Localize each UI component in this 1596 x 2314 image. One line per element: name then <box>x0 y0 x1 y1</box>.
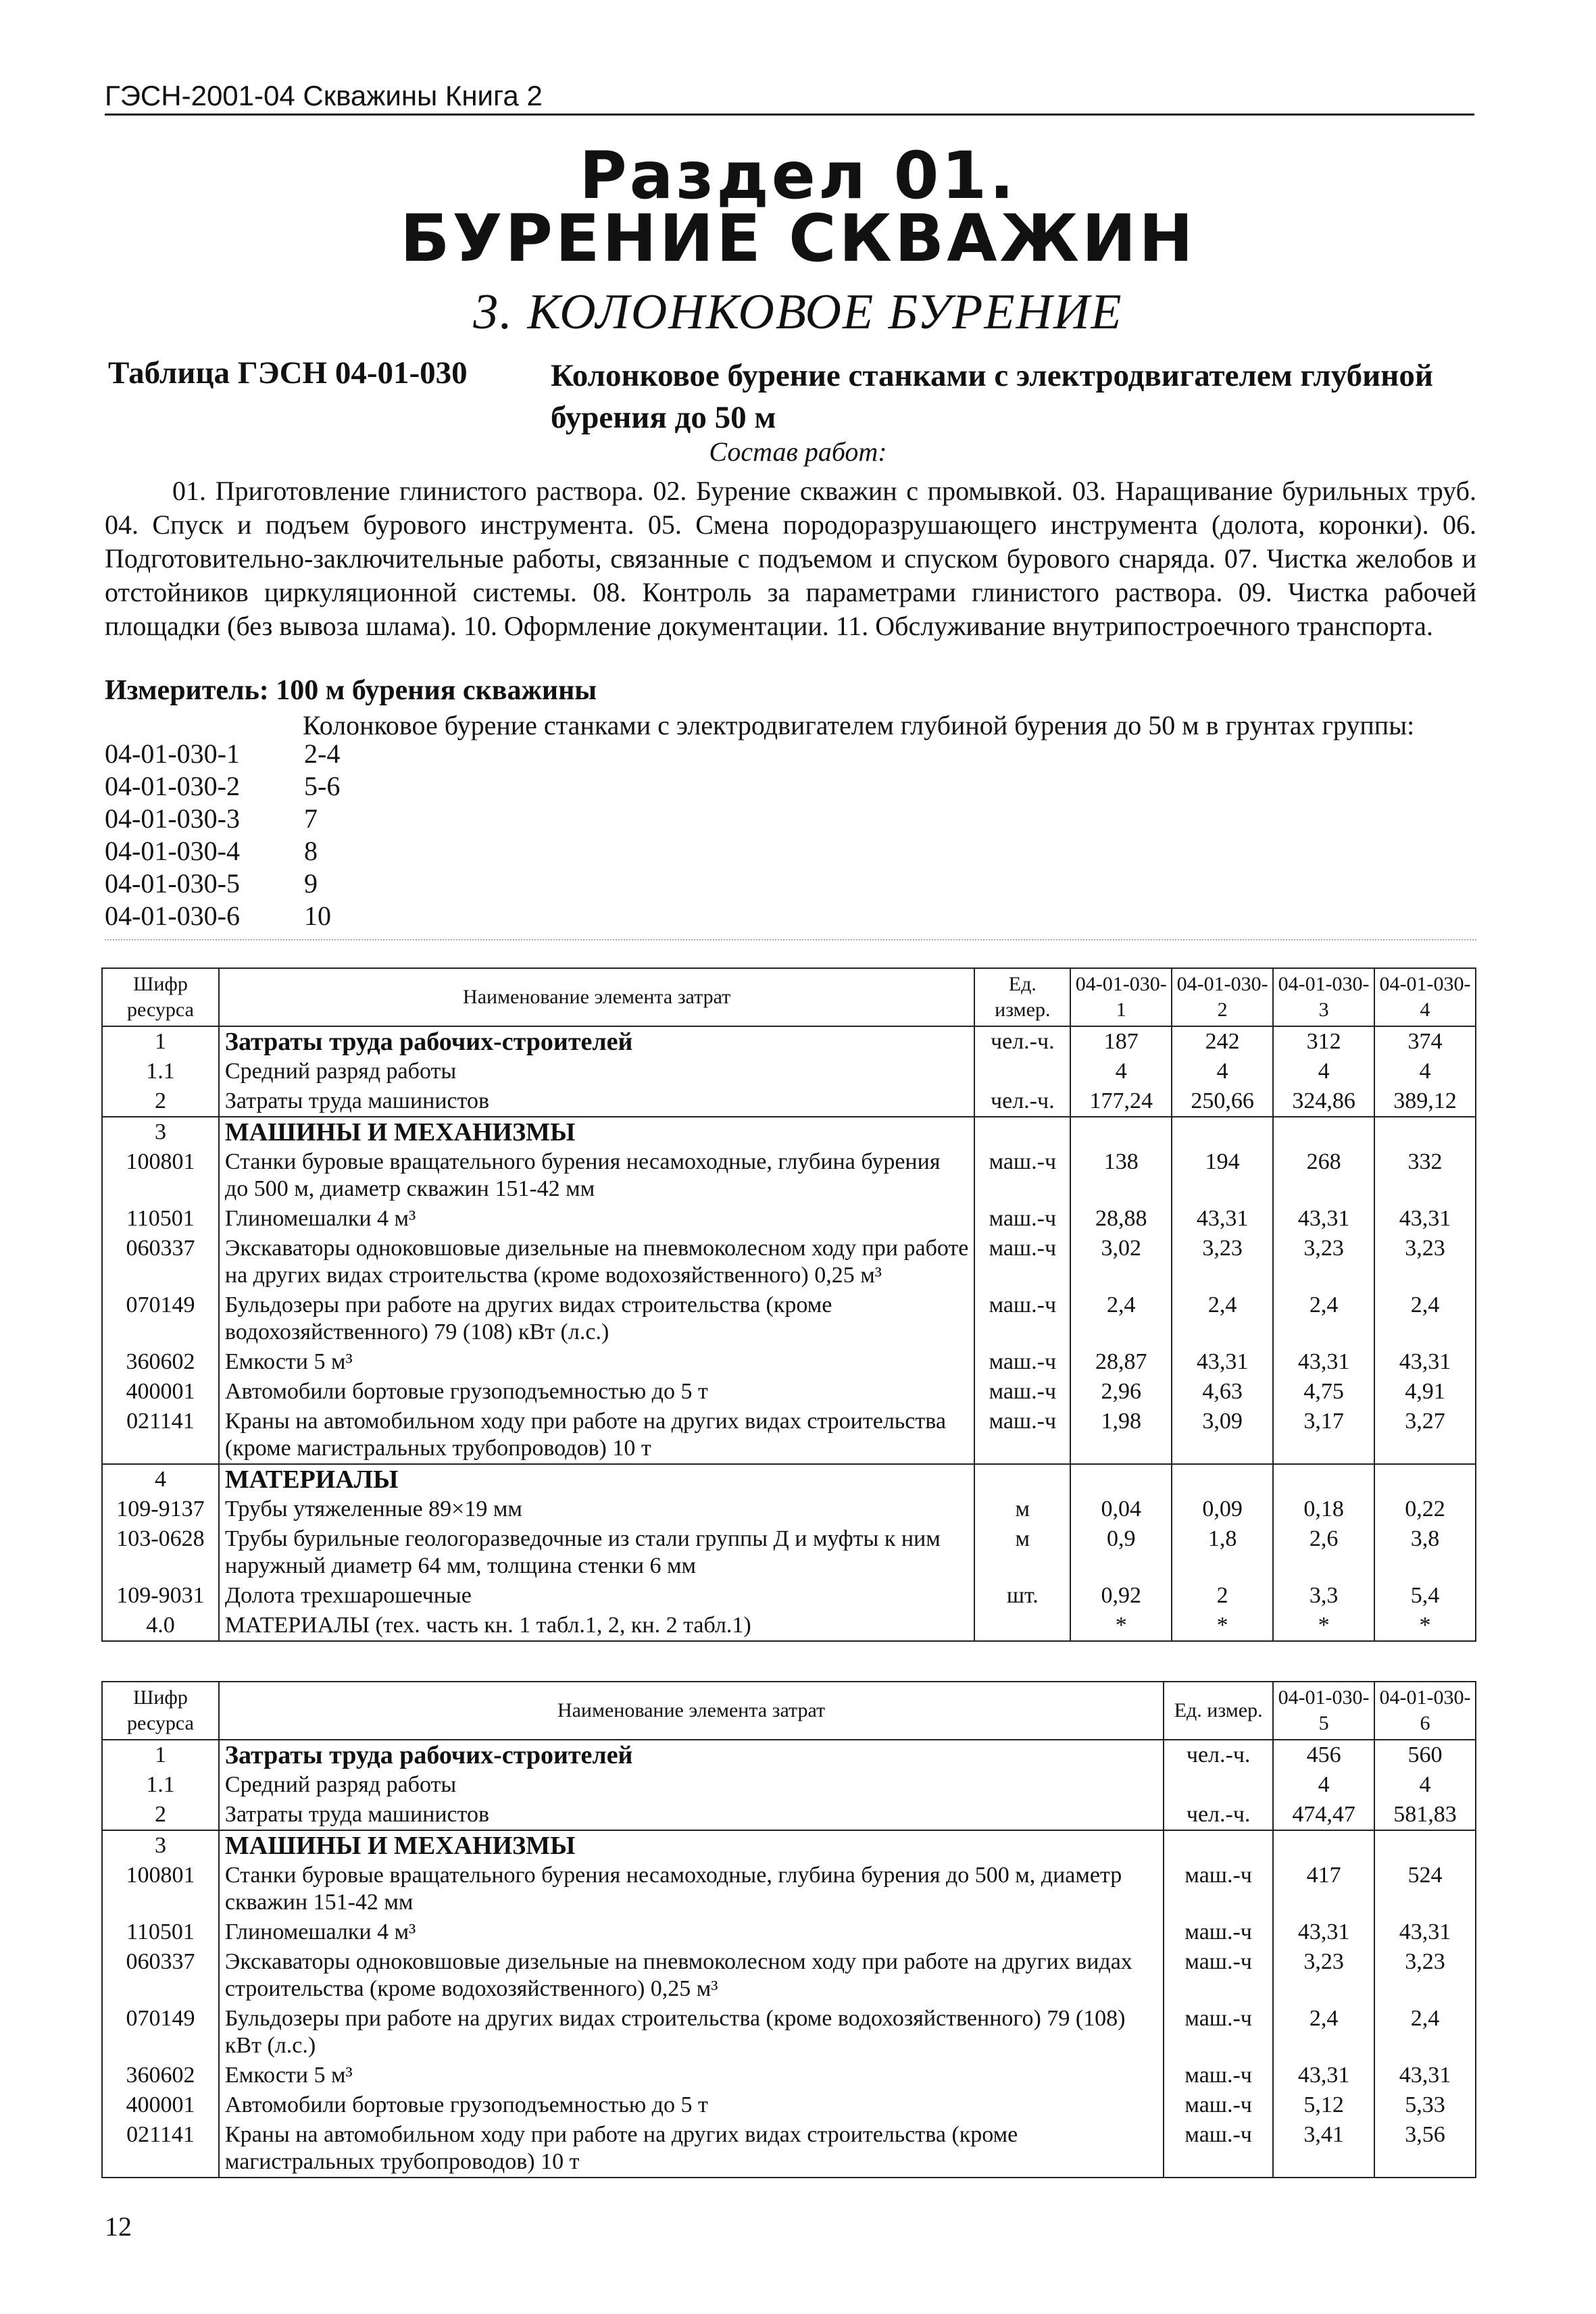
variant-row <box>105 900 340 932</box>
separator-line <box>105 939 1476 940</box>
resource-code: 110501 <box>102 1917 219 1947</box>
resource-unit: маш.-ч <box>1164 2004 1273 2061</box>
resource-value: 1,98 <box>1070 1407 1172 1464</box>
resource-name: Краны на автомобильном ходу при работе на других видах строительства (кроме магистральных трубопроводов) 10 т <box>219 1407 974 1464</box>
table-row <box>102 1830 1476 1861</box>
resource-code: 4.0 <box>102 1611 219 1641</box>
resource-value: 2,4 <box>1273 1290 1374 1347</box>
resource-code: 360602 <box>102 2061 219 2090</box>
variant-group: 9 <box>304 868 318 899</box>
resource-value <box>1374 1117 1476 1147</box>
resource-value: 3,27 <box>1374 1407 1476 1464</box>
resource-value: 4 <box>1172 1057 1273 1086</box>
resource-value: 4 <box>1273 1057 1374 1086</box>
resource-code: 1 <box>102 1740 219 1770</box>
resource-value: 43,31 <box>1273 1204 1374 1234</box>
resource-value: 560 <box>1374 1740 1476 1770</box>
variant-row <box>105 803 340 835</box>
resource-value: 268 <box>1273 1147 1374 1204</box>
composition-text: 01. Приготовление глинистого раствора. 02. Бурение скважин с промывкой. 03. Наращивание бурильных труб. 04. Спуск и подъем бурового инструмента. 05. Смена породоразрушающего инструмента (долота, коронки). 06. Подготовительно-заключительные работы, связанные с подъемом и спуском бурового снаряда. 07. Чистка желобов и отстойников циркуляционной системы. 08. Контроль за параметрами глинистого раствора. 09. Чистка рабочей площадки (без вывоза шлама). 10. Оформление документации. 11. Обслуживание внутрипостроечного транспорта. <box>105 476 1476 641</box>
table-row <box>102 1026 1476 1057</box>
table-row <box>102 1861 1476 1917</box>
resource-value: 3,56 <box>1374 2120 1476 2178</box>
resource-value: 3,8 <box>1374 1524 1476 1581</box>
table-row <box>102 1581 1476 1611</box>
resource-code: 1.1 <box>102 1057 219 1086</box>
resource-unit: шт. <box>974 1581 1070 1611</box>
resource-value: 3,23 <box>1273 1234 1374 1290</box>
header-col-2: 04-01-030-2 <box>1172 968 1273 1026</box>
resource-value: 0,22 <box>1374 1494 1476 1524</box>
variant-row <box>105 770 340 803</box>
resource-unit <box>1164 1830 1273 1861</box>
resource-unit: чел.-ч. <box>1164 1740 1273 1770</box>
table-row <box>102 1800 1476 1830</box>
resource-unit: маш.-ч <box>974 1290 1070 1347</box>
variant-group: 2-4 <box>304 738 341 769</box>
resource-value: 2,4 <box>1374 1290 1476 1347</box>
resource-code: 4 <box>102 1464 219 1494</box>
table-row <box>102 1204 1476 1234</box>
resource-name: Затраты труда машинистов <box>219 1086 974 1117</box>
table-row <box>102 1147 1476 1204</box>
resource-value: 0,09 <box>1172 1494 1273 1524</box>
resource-value <box>1070 1117 1172 1147</box>
resource-name: Средний разряд работы <box>219 1057 974 1086</box>
table-row <box>102 1290 1476 1347</box>
resource-code: 070149 <box>102 2004 219 2061</box>
resource-code: 109-9137 <box>102 1494 219 1524</box>
resource-unit: маш.-ч <box>1164 2090 1273 2120</box>
resource-value: 389,12 <box>1374 1086 1476 1117</box>
section-title-line1: Раздел 01. <box>579 138 1017 213</box>
running-header: ГЭСН-2001-04 Скважины Книга 2 <box>105 80 1474 116</box>
header-col-3: 04-01-030-3 <box>1273 968 1374 1026</box>
resource-value: * <box>1273 1611 1374 1641</box>
resource-value: 0,9 <box>1070 1524 1172 1581</box>
resource-value: 3,41 <box>1273 2120 1374 2178</box>
resource-value: 43,31 <box>1374 1917 1476 1947</box>
resource-name: Станки буровые вращательного бурения несамоходные, глубина бурения до 500 м, диаметр скважин 151-42 мм <box>219 1147 974 1204</box>
resource-code: 100801 <box>102 1861 219 1917</box>
resource-value: 1,8 <box>1172 1524 1273 1581</box>
variant-row <box>105 738 340 770</box>
table-row <box>102 1347 1476 1377</box>
resource-code: 103-0628 <box>102 1524 219 1581</box>
resource-name: Трубы утяжеленные 89×19 мм <box>219 1494 974 1524</box>
table-row <box>102 1917 1476 1947</box>
resource-unit: м <box>974 1524 1070 1581</box>
resource-unit: чел.-ч. <box>974 1026 1070 1057</box>
resource-name: МАШИНЫ И МЕХАНИЗМЫ <box>219 1117 974 1147</box>
resource-name: МАШИНЫ И МЕХАНИЗМЫ <box>219 1830 1164 1861</box>
resource-value: 2,96 <box>1070 1377 1172 1407</box>
resource-name: МАТЕРИАЛЫ (тех. часть кн. 1 табл.1, 2, кн. 2 табл.1) <box>219 1611 974 1641</box>
header-code: Шифр ресурса <box>102 968 219 1026</box>
resource-value: 581,83 <box>1374 1800 1476 1830</box>
resource-code: 100801 <box>102 1147 219 1204</box>
resource-unit: маш.-ч <box>974 1347 1070 1377</box>
resource-name: Трубы бурильные геологоразведочные из стали группы Д и муфты к ним наружный диаметр 64 мм, толщина стенки 6 мм <box>219 1524 974 1581</box>
resource-code: 1 <box>102 1026 219 1057</box>
resource-name: Бульдозеры при работе на других видах строительства (кроме водохозяйственного) 79 (108) кВт (л.с.) <box>219 1290 974 1347</box>
header-col-5: 04-01-030-5 <box>1273 1682 1374 1740</box>
resource-name: Затраты труда рабочих-строителей <box>219 1740 1164 1770</box>
resource-value: 2,4 <box>1374 2004 1476 2061</box>
resource-name: Глиномешалки 4 м³ <box>219 1204 974 1234</box>
resource-value: 5,4 <box>1374 1581 1476 1611</box>
resource-code: 360602 <box>102 1347 219 1377</box>
resource-value: 4 <box>1374 1057 1476 1086</box>
resource-value: 43,31 <box>1374 1347 1476 1377</box>
resource-unit: маш.-ч <box>974 1204 1070 1234</box>
resource-code: 2 <box>102 1800 219 1830</box>
resource-table-1 <box>101 967 1476 1642</box>
resource-value: 5,12 <box>1273 2090 1374 2120</box>
resource-value <box>1070 1464 1172 1494</box>
resource-unit: маш.-ч <box>1164 1861 1273 1917</box>
resource-value <box>1172 1464 1273 1494</box>
resource-value <box>1374 1464 1476 1494</box>
table-row <box>102 2004 1476 2061</box>
table-header-row <box>102 968 1476 1026</box>
table-row <box>102 1770 1476 1800</box>
resource-value <box>1273 1117 1374 1147</box>
resource-value: 3,02 <box>1070 1234 1172 1290</box>
resource-table-2 <box>101 1681 1476 2178</box>
resource-code: 3 <box>102 1830 219 1861</box>
resource-code: 060337 <box>102 1234 219 1290</box>
resource-value: 3,09 <box>1172 1407 1273 1464</box>
table-row <box>102 2061 1476 2090</box>
resource-value: 332 <box>1374 1147 1476 1204</box>
resource-value: 43,31 <box>1374 1204 1476 1234</box>
resource-name: Автомобили бортовые грузоподъемностью до 5 т <box>219 2090 1164 2120</box>
resource-value: 43,31 <box>1273 1917 1374 1947</box>
table-row <box>102 1947 1476 2004</box>
header-col-1: 04-01-030-1 <box>1070 968 1172 1026</box>
resource-unit: чел.-ч. <box>1164 1800 1273 1830</box>
resource-name: Экскаваторы одноковшовые дизельные на пневмоколесном ходу при работе на других видах строительства (кроме водохозяйственного) 0,25 м³ <box>219 1947 1164 2004</box>
resource-unit <box>974 1117 1070 1147</box>
resource-value: 324,86 <box>1273 1086 1374 1117</box>
table-row <box>102 1086 1476 1117</box>
variant-group: 10 <box>304 901 331 931</box>
section-title-line2: БУРЕНИЕ СКВАЖИН <box>400 201 1196 276</box>
subsection-title: 3. КОЛОНКОВОЕ БУРЕНИЕ <box>473 284 1123 340</box>
resource-code: 400001 <box>102 1377 219 1407</box>
resource-value: 374 <box>1374 1026 1476 1057</box>
variant-code: 04-01-030-1 <box>105 738 240 769</box>
resource-value: * <box>1172 1611 1273 1641</box>
resource-value: 3,23 <box>1374 1234 1476 1290</box>
table-row <box>102 1234 1476 1290</box>
resource-name: МАТЕРИАЛЫ <box>219 1464 974 1494</box>
table-row <box>102 1464 1476 1494</box>
resource-value: 4,91 <box>1374 1377 1476 1407</box>
resource-value: 43,31 <box>1172 1347 1273 1377</box>
resource-unit <box>1164 1770 1273 1800</box>
resource-value: 2,4 <box>1070 1290 1172 1347</box>
resource-code: 3 <box>102 1117 219 1147</box>
resource-value: 0,04 <box>1070 1494 1172 1524</box>
resource-unit: маш.-ч <box>974 1377 1070 1407</box>
resource-code: 1.1 <box>102 1770 219 1800</box>
table-body <box>102 1026 1476 1641</box>
resource-value: 4,63 <box>1172 1377 1273 1407</box>
resource-value: * <box>1070 1611 1172 1641</box>
resource-unit: маш.-ч <box>1164 1917 1273 1947</box>
table-caption: Колонковое бурение станками с электродвигателем глубиной бурения до 50 м <box>551 358 1433 435</box>
resource-value: 194 <box>1172 1147 1273 1204</box>
resource-unit: маш.-ч <box>1164 1947 1273 2004</box>
resource-value: 250,66 <box>1172 1086 1273 1117</box>
resource-value: 28,88 <box>1070 1204 1172 1234</box>
resource-unit: маш.-ч <box>1164 2061 1273 2090</box>
variant-code: 04-01-030-2 <box>105 771 240 801</box>
resource-unit: маш.-ч <box>974 1147 1070 1204</box>
resource-name: Средний разряд работы <box>219 1770 1164 1800</box>
resource-value <box>1374 1830 1476 1861</box>
resource-value: 43,31 <box>1374 2061 1476 2090</box>
resource-code: 109-9031 <box>102 1581 219 1611</box>
resource-unit <box>974 1611 1070 1641</box>
resource-value: 3,23 <box>1374 1947 1476 2004</box>
resource-name: Затраты труда рабочих-строителей <box>219 1026 974 1057</box>
table-header-row <box>102 1682 1476 1740</box>
resource-value: 43,31 <box>1273 2061 1374 2090</box>
resource-name: Долота трехшарошечные <box>219 1581 974 1611</box>
resource-code: 2 <box>102 1086 219 1117</box>
resource-code: 021141 <box>102 2120 219 2178</box>
resource-name: Емкости 5 м³ <box>219 1347 974 1377</box>
resource-value: 4 <box>1273 1770 1374 1800</box>
header-col-6: 04-01-030-6 <box>1374 1682 1476 1740</box>
resource-name: Емкости 5 м³ <box>219 2061 1164 2090</box>
resource-value: * <box>1374 1611 1476 1641</box>
variant-row <box>105 867 340 900</box>
variant-group: 8 <box>304 836 318 866</box>
resource-value: 138 <box>1070 1147 1172 1204</box>
table-row <box>102 1524 1476 1581</box>
measure-unit: Измеритель: 100 м бурения скважины <box>105 675 597 706</box>
resource-value: 417 <box>1273 1861 1374 1917</box>
resource-unit: м <box>974 1494 1070 1524</box>
resource-code: 400001 <box>102 2090 219 2120</box>
resource-value: 177,24 <box>1070 1086 1172 1117</box>
resource-name: Станки буровые вращательного бурения несамоходные, глубина бурения до 500 м, диаметр скважин 151-42 мм <box>219 1861 1164 1917</box>
header-name: Наименование элемента затрат <box>219 1682 1164 1740</box>
resource-value: 43,31 <box>1273 1347 1374 1377</box>
table-row <box>102 1117 1476 1147</box>
resource-name: Затраты труда машинистов <box>219 1800 1164 1830</box>
table-row <box>102 1494 1476 1524</box>
resource-value: 0,92 <box>1070 1581 1172 1611</box>
resource-value: 5,33 <box>1374 2090 1476 2120</box>
resource-value: 2,6 <box>1273 1524 1374 1581</box>
variant-group: 7 <box>304 803 318 834</box>
resource-value: 242 <box>1172 1026 1273 1057</box>
table-row <box>102 1407 1476 1464</box>
resource-unit: чел.-ч. <box>974 1086 1070 1117</box>
variant-list <box>105 738 340 932</box>
resource-value: 3,3 <box>1273 1581 1374 1611</box>
resource-value: 312 <box>1273 1026 1374 1057</box>
resource-value: 4 <box>1374 1770 1476 1800</box>
header-name: Наименование элемента затрат <box>219 968 974 1026</box>
resource-name: Автомобили бортовые грузоподъемностью до 5 т <box>219 1377 974 1407</box>
resource-value <box>1273 1464 1374 1494</box>
table-row <box>102 2090 1476 2120</box>
resource-value <box>1273 1830 1374 1861</box>
resource-name: Экскаваторы одноковшовые дизельные на пневмоколесном ходу при работе на других видах строительства (кроме водохозяйственного) 0,25 м³ <box>219 1234 974 1290</box>
resource-unit: маш.-ч <box>1164 2120 1273 2178</box>
header-unit: Ед. измер. <box>974 968 1070 1026</box>
resource-name: Краны на автомобильном ходу при работе на других видах строительства (кроме магистральных трубопроводов) 10 т <box>219 2120 1164 2178</box>
table-row <box>102 1377 1476 1407</box>
resource-code: 110501 <box>102 1204 219 1234</box>
header-code: Шифр ресурса <box>102 1682 219 1740</box>
variant-code: 04-01-030-6 <box>105 901 240 931</box>
table-row <box>102 1611 1476 1641</box>
header-col-4: 04-01-030-4 <box>1374 968 1476 1026</box>
resource-value: 3,23 <box>1172 1234 1273 1290</box>
resource-value: 2,4 <box>1273 2004 1374 2061</box>
table-row <box>102 1740 1476 1770</box>
table-body <box>102 1740 1476 2178</box>
resource-unit: маш.-ч <box>974 1407 1070 1464</box>
resource-value: 2,4 <box>1172 1290 1273 1347</box>
table-row <box>102 1057 1476 1086</box>
table-row <box>102 2120 1476 2178</box>
resource-name: Глиномешалки 4 м³ <box>219 1917 1164 1947</box>
resource-value: 4 <box>1070 1057 1172 1086</box>
resource-value: 4,75 <box>1273 1377 1374 1407</box>
resource-value: 3,17 <box>1273 1407 1374 1464</box>
variant-group: 5-6 <box>304 771 341 801</box>
resource-value: 456 <box>1273 1740 1374 1770</box>
resource-unit <box>974 1057 1070 1086</box>
resource-code: 021141 <box>102 1407 219 1464</box>
variant-code: 04-01-030-3 <box>105 803 240 834</box>
variant-caption: Колонковое бурение станками с электродвигателем глубиной бурения до 50 м в грунтах группы: <box>303 710 1415 740</box>
table-label: Таблица ГЭСН 04-01-030 <box>108 355 468 391</box>
variant-row <box>105 835 340 867</box>
resource-value: 524 <box>1374 1861 1476 1917</box>
page-number: 12 <box>105 2211 132 2242</box>
resource-value: 187 <box>1070 1026 1172 1057</box>
resource-value <box>1172 1117 1273 1147</box>
resource-code: 060337 <box>102 1947 219 2004</box>
resource-code: 070149 <box>102 1290 219 1347</box>
variant-code: 04-01-030-5 <box>105 868 240 899</box>
resource-value: 43,31 <box>1172 1204 1273 1234</box>
header-unit: Ед. измер. <box>1164 1682 1273 1740</box>
composition-heading: Состав работ: <box>709 436 887 467</box>
resource-unit: маш.-ч <box>974 1234 1070 1290</box>
variant-code: 04-01-030-4 <box>105 836 240 866</box>
resource-unit <box>974 1464 1070 1494</box>
resource-value: 28,87 <box>1070 1347 1172 1377</box>
resource-value: 474,47 <box>1273 1800 1374 1830</box>
resource-name: Бульдозеры при работе на других видах строительства (кроме водохозяйственного) 79 (108) кВт (л.с.) <box>219 2004 1164 2061</box>
resource-value: 2 <box>1172 1581 1273 1611</box>
resource-value: 3,23 <box>1273 1947 1374 2004</box>
resource-value: 0,18 <box>1273 1494 1374 1524</box>
